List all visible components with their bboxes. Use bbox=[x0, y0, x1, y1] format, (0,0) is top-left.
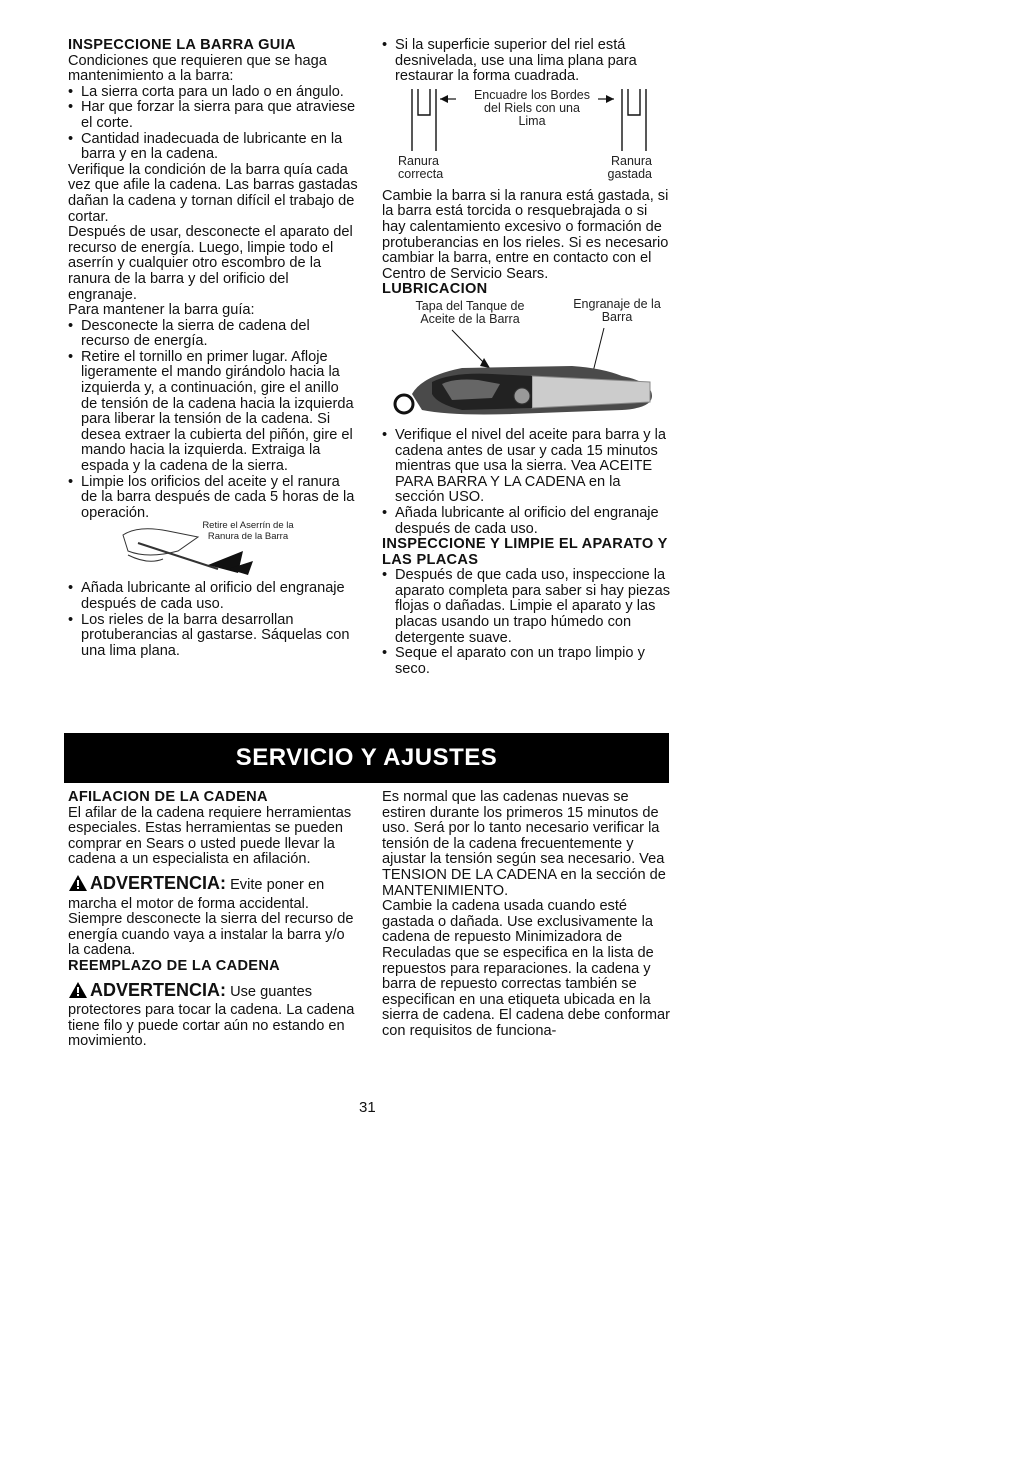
intro-text: Condiciones que requieren que se haga mantenimiento a la barra: bbox=[68, 52, 327, 85]
list-item: • Cantidad inadecuada de lubricante en la barra y en la cadena. bbox=[68, 132, 358, 163]
replace-paragraph: Cambie la barra si la ranura está gastada, si la barra está torcida o resquebrajada o si hay calentamiento excesivo o formación de protuberancias en los rieles. Si es necesario cambiar la barra, entre en contacto con el Centro de Servicio Sears. bbox=[382, 187, 669, 282]
warning-2-title: ADVERTENCIA: bbox=[90, 979, 227, 1000]
left-column bbox=[68, 38, 358, 659]
warning-triangle-icon bbox=[68, 981, 88, 1004]
right-column bbox=[382, 38, 672, 677]
top-steps-list bbox=[382, 38, 672, 85]
heading-lubrication: LUBRICACION bbox=[382, 281, 488, 298]
warning-1-title: ADVERTENCIA: bbox=[90, 872, 227, 893]
figure-caption: Retire el Aserrín de la Ranura de la Barra bbox=[202, 520, 294, 542]
check-paragraph: Verifique la condición de la barra quía cada vez que afile la cadena. Las barras gastadas dañan la cadena y tornan difícil el trabajo de cortar. bbox=[68, 161, 358, 225]
conditions-list bbox=[68, 85, 358, 163]
maintain-intro: Para mantener la barra guía: bbox=[68, 302, 255, 319]
list-item: • Limpie los orificios del aceite y el ranura de la barra después de cada 5 horas de la operación. bbox=[68, 475, 358, 522]
list-item: • Si la superficie superior del riel está desnivelada, use una lima plana para restaurar la forma cuadrada. bbox=[382, 38, 672, 85]
list-item: • Los rieles de la barra desarrollan protuberancias al gastarse. Sáquelas con una lima plana. bbox=[68, 613, 358, 660]
lubrication-figure bbox=[382, 298, 672, 428]
page-number: 31 bbox=[359, 1099, 376, 1116]
heading-inspect-clean: INSPECCIONE Y LIMPIE EL APARATO Y LAS PLACAS bbox=[382, 536, 668, 568]
service-paragraph-2: Cambie la cadena usada cuando esté gastada o dañada. Use exclusivamente la cadena de repuesto Minimizadora de Reculadas que se especifica en la lista de repuestos para reparaciones. la cadena y barra de repuesto correctas también se especifican en una etiqueta ubicada en la sierra de cadena. El cadena debe conformar con requisitos de funciona- bbox=[382, 898, 670, 1039]
list-item: • Seque el aparato con un trapo limpio y seco. bbox=[382, 646, 672, 677]
rail-center-label: Encuadre los Bordes del Riels con una Lima bbox=[473, 87, 591, 128]
list-item: • Añada lubricante al orificio del engranaje después de cada uso. bbox=[68, 581, 358, 612]
heading-sharpen: AFILACION DE LA CADENA bbox=[68, 789, 268, 805]
section-banner: SERVICIO Y AJUSTES bbox=[64, 733, 669, 783]
after-use-paragraph: Después de usar, desconecte el aparato del recurso de energía. Luego, limpie todo el aserrín y cualquier otro escombro de la ranura de la barra y del orificio del engranaje. bbox=[68, 224, 353, 303]
rail-figure bbox=[382, 85, 672, 189]
sharpen-paragraph: El afilar de la cadena requiere herramientas especiales. Estas herramientas se pueden comprar en Sears o usted puede llevar la cadena a un especialista en afilación. bbox=[68, 804, 352, 868]
lube-steps-list bbox=[382, 428, 672, 537]
lube-right-label: Engranaje de la Barra bbox=[573, 296, 661, 324]
warning-block-2 bbox=[68, 981, 358, 1050]
list-item: • La sierra corta para un lado o en ángulo. bbox=[68, 85, 358, 101]
rail-right-label: Ranura gastada bbox=[607, 153, 652, 181]
list-item: • Añada lubricante al orificio del engranaje después de cada uso. bbox=[382, 506, 672, 537]
list-item: • Har que forzar la sierra para que atraviese el corte. bbox=[68, 100, 358, 131]
service-right-column bbox=[382, 790, 672, 1040]
lube-left-label: Tapa del Tanque de Aceite de la Barra bbox=[415, 298, 525, 326]
warning-block-1 bbox=[68, 874, 358, 959]
warning-triangle-icon bbox=[68, 874, 88, 897]
warning-1-text: Evite poner en marcha el motor de forma accidental. Siempre desconecte la sierra del recurso de energía cuando vaya a instalar la barra y/o la cadena. bbox=[68, 876, 354, 959]
heading-replace: REEMPLAZO DE LA CADENA bbox=[68, 957, 280, 974]
after-figure-list bbox=[68, 581, 358, 659]
service-paragraph: Es normal que las cadenas nuevas se estiren durante los primeros 15 minutos de uso. Será por lo tanto necesario verificar la tensión de la cadena frecuentemente y ajustar la tensión según sea necesario. Vea TENSION DE LA CADENA en la sección de MANTENIMIENTO. bbox=[382, 789, 666, 899]
warning-2-text: Use guantes protectores para tocar la cadena. La cadena tiene filo y puede cortar aún no estando en movimiento. bbox=[68, 983, 355, 1050]
rail-left-label: Ranura correcta bbox=[398, 153, 444, 181]
list-item: • Retire el tornillo en primer lugar. Afloje ligeramente el mando girándolo hacia la izquierda y, a continuación, gire el anillo de tensión de la cadena hacia la izquierda para liberar la tensión de la cadena. Si desea extraer la cubierta del piñón, gire el mando hacia la izquierda. Extraiga la espada y la cadena de la sierra. bbox=[68, 350, 358, 475]
service-left-column bbox=[68, 790, 358, 1050]
clean-groove-figure bbox=[68, 521, 358, 577]
list-item: • Después de que cada uso, inspeccione la aparato completa para saber si hay piezas flojas o dañadas. Limpie el aparato y las placas usando un trapo húmedo con detergente suave. bbox=[382, 568, 672, 646]
heading-inspect-bar: INSPECCIONE LA BARRA GUIA bbox=[68, 37, 296, 53]
list-item: • Verifique el nivel del aceite para barra y la cadena antes de usar y cada 15 minutos mientras que usa la sierra. Vea ACEITE PARA BARRA Y LA CADENA en la sección USO. bbox=[382, 428, 672, 506]
clean-steps-list bbox=[382, 568, 672, 677]
list-item: • Desconecte la sierra de cadena del recurso de energía. bbox=[68, 319, 358, 350]
maintain-steps-list bbox=[68, 319, 358, 522]
